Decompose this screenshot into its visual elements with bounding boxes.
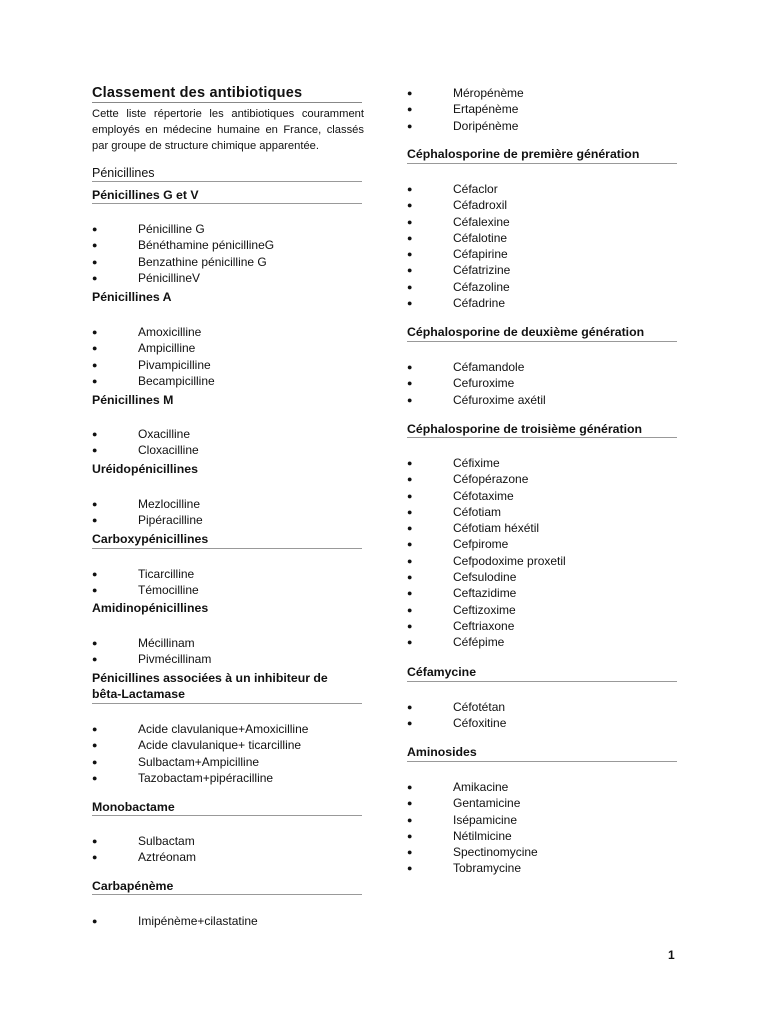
bullet: ● (92, 756, 98, 767)
bullet: ● (407, 555, 413, 566)
bullet: ● (407, 184, 413, 194)
title-underline (92, 102, 362, 103)
bullet: ● (407, 378, 413, 389)
bullet: ● (92, 272, 98, 283)
heading-rule (407, 681, 677, 682)
bullet: ● (92, 429, 98, 439)
bullet: ● (407, 830, 413, 841)
bullet: ● (407, 265, 413, 276)
group-heading: Amidinopénicillines (92, 601, 209, 615)
heading-rule (407, 761, 677, 762)
heading-rule (92, 894, 362, 895)
bullet: ● (92, 499, 98, 509)
bullet: ● (407, 216, 413, 227)
page-number: 1 (668, 948, 675, 962)
bullet: ● (92, 375, 98, 386)
bullet: ● (92, 852, 98, 863)
bullet: ● (92, 224, 98, 234)
group-heading: Céphalosporine de première génération (407, 147, 640, 161)
heading-rule (407, 341, 677, 342)
bullet: ● (92, 569, 98, 579)
bullet: ● (92, 638, 98, 648)
heading-rule (92, 815, 362, 816)
bullet: ● (92, 836, 98, 846)
bullet: ● (407, 523, 413, 534)
bullet: ● (407, 847, 413, 858)
group-heading: Pénicillines G et V (92, 188, 199, 202)
bullet: ● (92, 445, 98, 456)
section-label: Pénicillines (92, 166, 155, 180)
bullet: ● (407, 281, 413, 292)
bullet: ● (407, 506, 413, 517)
bullet: ● (407, 637, 413, 648)
heading-rule (407, 437, 677, 438)
bullet: ● (407, 798, 413, 809)
heading-rule (92, 703, 362, 704)
bullet: ● (92, 256, 98, 267)
bullet: ● (407, 298, 413, 309)
bullet: ● (407, 232, 413, 243)
heading-rule (92, 203, 362, 204)
bullet: ● (92, 515, 98, 526)
intro-paragraph: Cette liste répertorie les antibiotiques couramment employés en médecine humaine en France, classés par groupe de structure chimique apparentée. (92, 108, 364, 152)
group-heading: Céfamycine (407, 665, 477, 679)
bullet: ● (407, 782, 413, 792)
bullet: ● (407, 572, 413, 583)
group-heading: Carbapénème (92, 879, 174, 893)
bullet: ● (407, 200, 413, 211)
bullet: ● (407, 588, 413, 599)
bullet: ● (92, 359, 98, 370)
bullet: ● (92, 585, 98, 596)
bullet: ● (407, 539, 413, 550)
bullet: ● (407, 249, 413, 260)
bullet: ● (407, 863, 413, 874)
bullet: ● (92, 654, 98, 665)
bullet: ● (92, 343, 98, 354)
bullet: ● (92, 772, 98, 783)
group-heading: Uréidopénicillines (92, 462, 198, 476)
bullet: ● (407, 814, 413, 825)
bullet: ● (407, 702, 413, 712)
bullet: ● (92, 240, 98, 251)
bullet: ● (407, 604, 413, 615)
heading-rule (407, 163, 677, 164)
group-heading: Aminosides (407, 745, 477, 759)
bullet: ● (407, 458, 413, 468)
group-heading: Pénicillines A (92, 290, 172, 304)
group-heading: Carboxypénicillines (92, 532, 209, 546)
bullet: ● (407, 718, 413, 729)
group-heading: Pénicillines associées à un inhibiteur de bêta-Lactamase (92, 671, 328, 701)
bullet: ● (407, 620, 413, 631)
bullet: ● (407, 474, 413, 485)
group-heading: Céphalosporine de troisième génération (407, 422, 643, 436)
bullet: ● (92, 327, 98, 337)
bullet: ● (407, 88, 413, 98)
bullet: ● (407, 120, 413, 131)
group-heading: Céphalosporine de deuxième génération (407, 325, 645, 339)
bullet: ● (92, 724, 98, 734)
bullet: ● (407, 104, 413, 115)
bullet: ● (407, 394, 413, 405)
group-heading: Monobactame (92, 800, 175, 814)
bullet: ● (92, 740, 98, 751)
section-rule (92, 181, 362, 182)
page-title: Classement des antibiotiques (92, 85, 303, 101)
group-heading: Pénicillines M (92, 393, 174, 407)
bullet: ● (407, 490, 413, 501)
heading-rule (92, 548, 362, 549)
bullet: ● (407, 362, 413, 372)
bullet: ● (92, 916, 98, 926)
